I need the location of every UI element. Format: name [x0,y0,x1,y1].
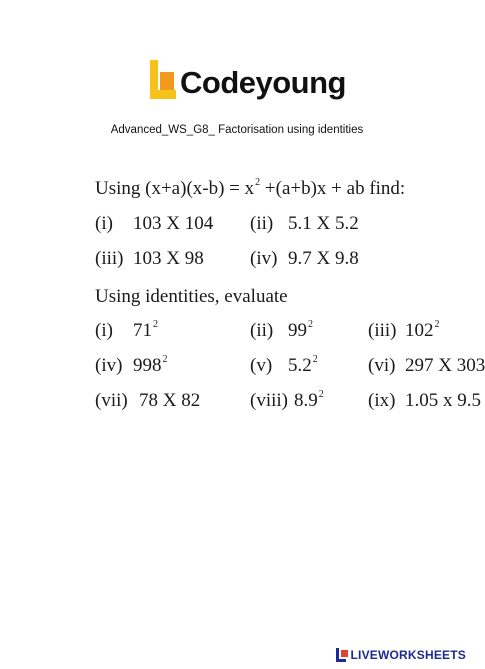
brand-name: Codeyoung [180,65,346,100]
item-label: (i) [95,213,113,234]
item-expression: $99^2$ [288,319,313,341]
worksheet-subtitle: Advanced_WS_G8_ Factorisation using identities [110,124,364,136]
item-label: (ii) [250,213,274,234]
item-label: (iii) [95,248,124,269]
item-label: (iii) [368,320,397,341]
footer-text: LIVEWORKSHEETS [350,648,466,662]
section1-instruction: Using $(x+a)(x-b) = x^2 +(a+b)x$ + ab find: [95,177,406,199]
item-expression: 1.05 x 9.5 [405,390,481,411]
item-label: (ix) [368,390,396,411]
item-expression: $998^2$ [133,354,168,376]
item-expression: 297 X 303 [405,355,485,376]
item-expression: $102^2$ [405,319,440,341]
item-label: (iv) [95,355,123,376]
item-label: (ii) [250,320,274,341]
item-expression: 5.1 X 5.2 [288,213,359,234]
liveworksheets-footer[interactable] [336,647,466,663]
item-label: (v) [250,355,273,376]
item-expression: 78 X 82 [139,390,201,411]
item-label: (vi) [368,355,396,376]
item-label: (viii) [250,390,288,411]
section2-instruction: Using identities, evaluate [95,286,288,307]
item-expression: 103 X 104 [133,213,214,234]
item-expression: $8.9^2$ [294,389,324,411]
brand-logo [148,60,346,110]
item-expression: 103 X 98 [133,248,204,269]
item-expression: 9.7 X 9.8 [288,248,359,269]
liveworksheets-logo-icon [336,648,348,662]
item-label: (i) [95,320,113,341]
codeyoung-logo-icon [148,60,178,108]
item-label: (vii) [95,390,128,411]
item-expression: $71^2$ [133,319,158,341]
item-label: (iv) [250,248,278,269]
item-expression: $5.2^2$ [288,354,318,376]
